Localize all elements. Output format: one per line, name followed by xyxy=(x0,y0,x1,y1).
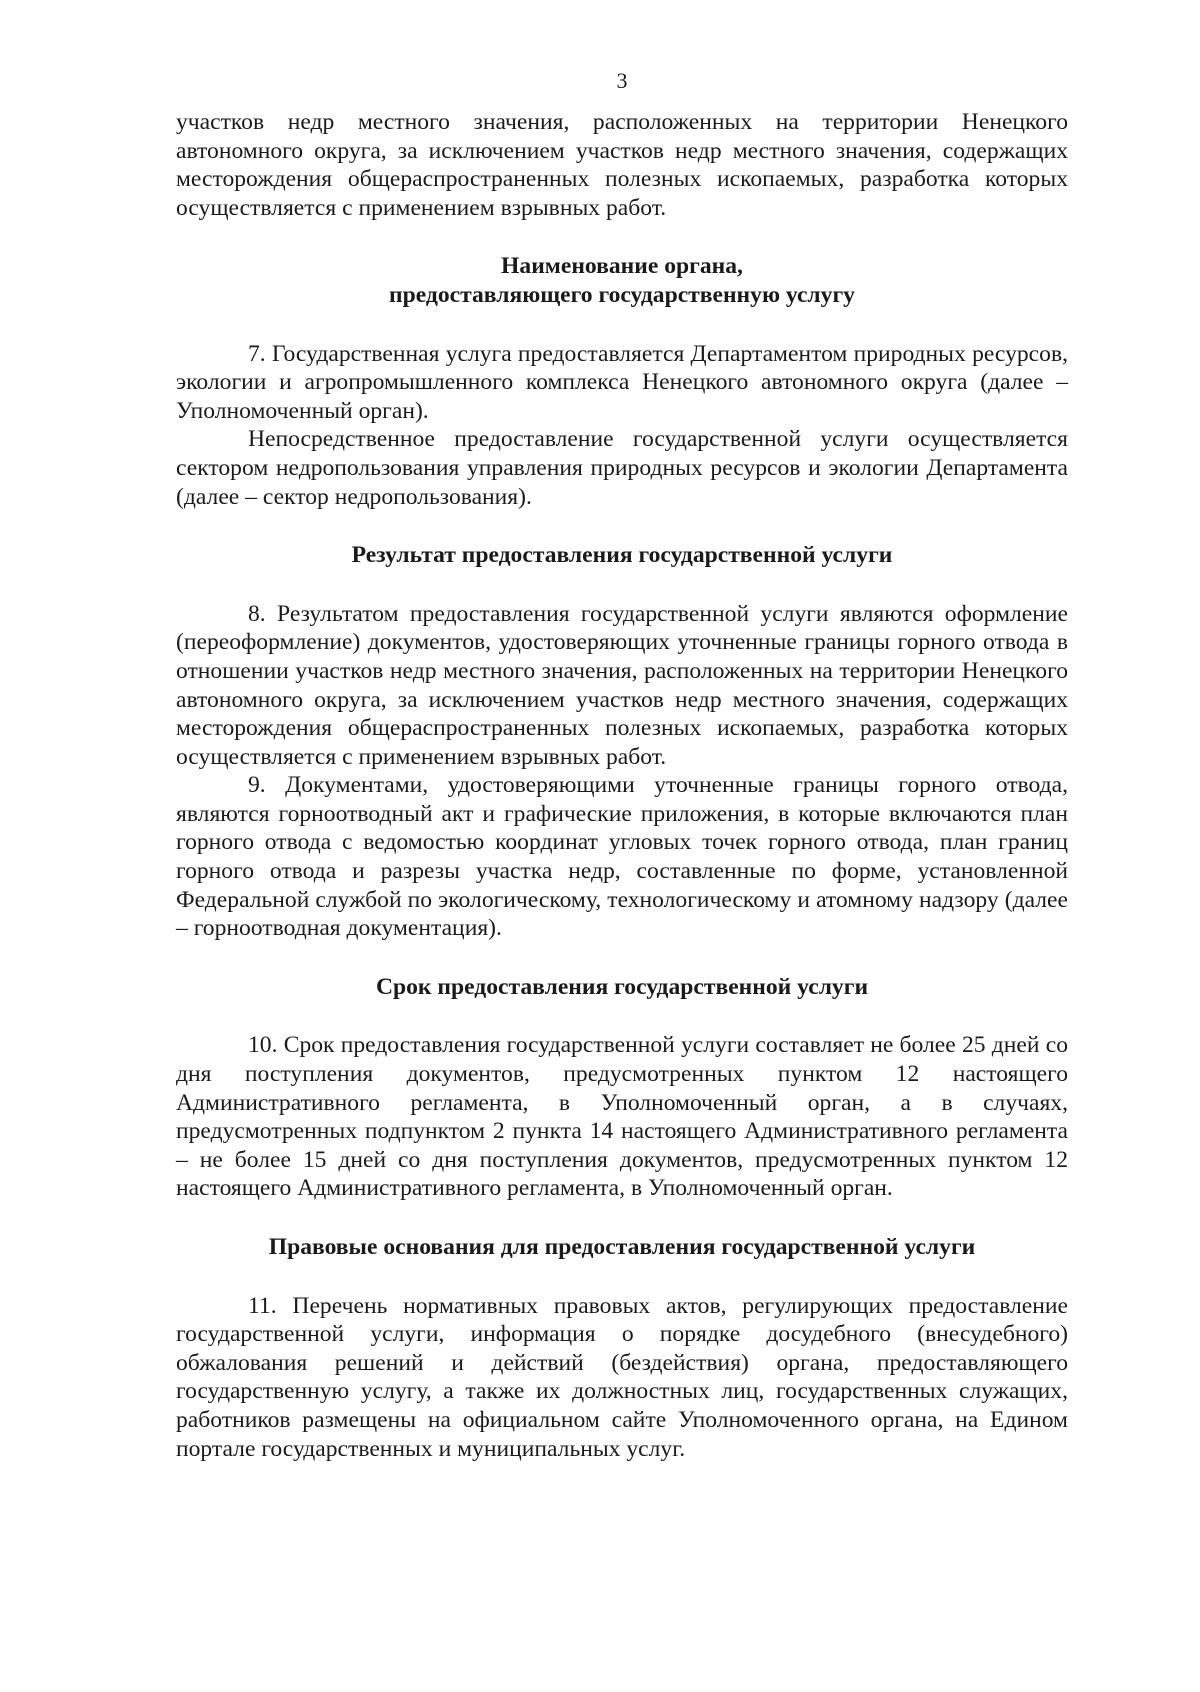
section-heading-authority-line-1: Наименование органа, xyxy=(501,253,743,280)
document-body xyxy=(176,108,1068,1463)
spacer xyxy=(176,943,1068,973)
spacer xyxy=(176,310,1068,340)
spacer xyxy=(176,222,1068,252)
paragraph-8: 8. Результатом предоставления государственной услуги являются оформление (переоформление) документов, удостоверяющих уточненные границы горного отвода в отношении участков недр местного значения, расположенных на территории Ненецкого автономного округа, за исключением участков недр местного значения, содержащих месторождения общераспространенных полезных ископаемых, разработка которых осуществляется с применением взрывных работ. xyxy=(176,600,1068,770)
paragraph-11: 11. Перечень нормативных правовых актов, регулирующих предоставление государственной услуги, информация о порядке досудебного (внесудебного) обжалования решений и действий (бездействия) органа, предоставляющего государственную услугу, а также их должностных лиц, государственных служащих, работников размещены на официальном сайте Уполномоченного органа, на Едином портале государственных и муниципальных услуг. xyxy=(176,1292,1068,1462)
paragraph-7-direct-provision: Непосредственное предоставление государственной услуги осуществляется сектором недропользования управления природных ресурсов и экологии Департамента (далее – сектор недропользования). xyxy=(176,426,1068,510)
section-heading-authority-line-2: предоставляющего государственную услугу xyxy=(389,281,855,308)
section-heading-legal-basis: Правовые основания для предоставления государственной услуги xyxy=(268,1234,976,1260)
spacer xyxy=(176,570,1068,600)
spacer xyxy=(176,1001,1068,1031)
section-heading-result: Результат предоставления государственной услуги xyxy=(351,542,893,569)
paragraph-9: 9. Документами, удостоверяющими уточненные границы горного отвода, являются горноотводный акт и графические приложения, в которые включаются план горного отвода с ведомостью координат угловых точек горного отвода, план границ горного отвода и разрезы участка недр, составленные по форме, установленной Федеральной службой по экологическому, технологическому и атомному надзору (далее – горноотводная документация). xyxy=(176,772,1068,942)
section-heading-term: Срок предоставления государственной услуги xyxy=(375,973,869,1000)
spacer xyxy=(176,1262,1068,1292)
paragraph-continuation: участков недр местного значения, расположенных на территории Ненецкого автономного округа, за исключением участков недр местного значения, содержащих месторождения общераспространенных полезных ископаемых, разработка которых осуществляется с применением взрывных работ. xyxy=(176,109,1068,221)
paragraph-10: 10. Срок предоставления государственной услуги составляет не более 25 дней со дня поступления документов, предусмотренных пунктом 12 настоящего Административного регламента, в Уполномоченный орган, а в случаях, предусмотренных подпунктом 2 пункта 14 настоящего Административного регламента – не более 15 дней со дня поступления документов, предусмотренных пунктом 12 настоящего Административного регламента, в Уполномоченный орган. xyxy=(176,1032,1068,1202)
spacer xyxy=(176,1203,1068,1233)
paragraph-7: 7. Государственная услуга предоставляется Департаментом природных ресурсов, экологии и агропромышленного комплекса Ненецкого автономного округа (далее – Уполномоченный орган). xyxy=(176,340,1068,424)
page-number: 3 xyxy=(616,68,628,93)
spacer xyxy=(176,511,1068,541)
